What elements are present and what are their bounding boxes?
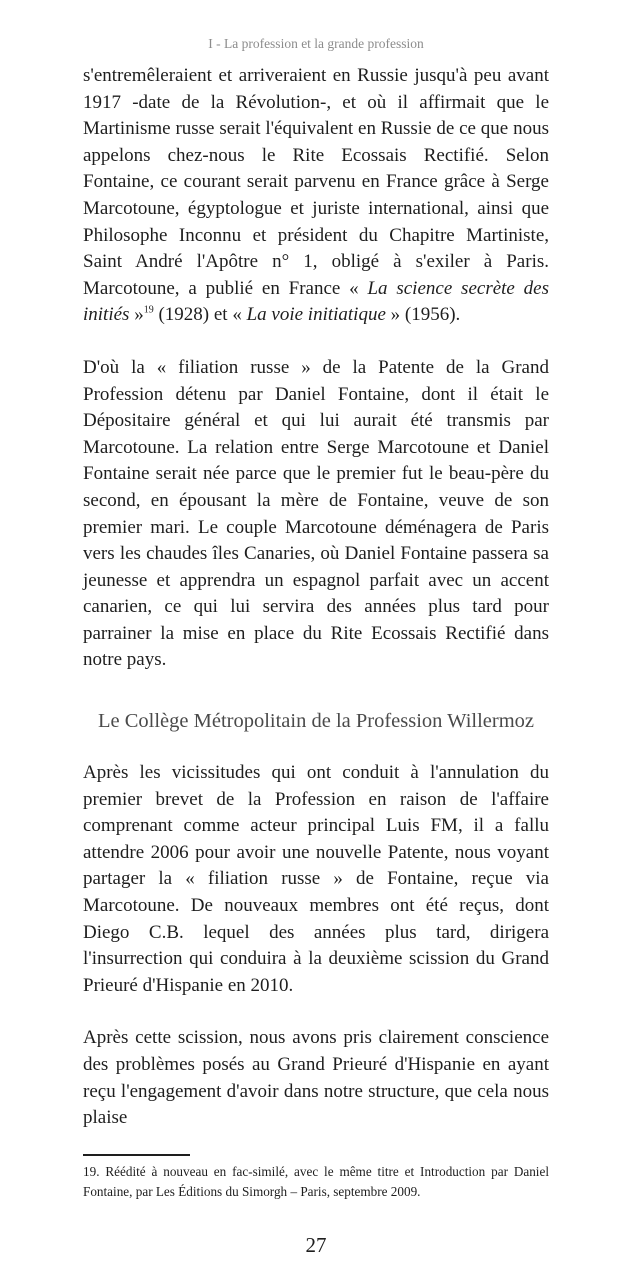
- paragraph-text: »: [129, 304, 144, 326]
- paragraph-text: » (1956).: [385, 304, 461, 326]
- paragraph-text: s'entremêleraient et arriveraient en Russie jusqu'à peu avant 1917 -date de la Révolution-, et où il affirmait que le Martinisme russe serait l'équivalent en Russie de ce que nous appelons chez-nous le Rite Ecossais Rectifié. Selon Fontaine, ce courant serait parvenu en France grâce à Serge Marcotoune, égyptologue et juriste international, ainsi que Philosophe Inconnu et président du Chapitre Martiniste, Saint André l'Apôtre n° 1, obligé à s'exiler à Paris. Marcotoune, a publié en France «: [83, 65, 549, 299]
- paragraph-text: Après les vicissitudes qui ont conduit à l'annulation du premier brevet de la Profession en raison de l'affaire comprenant comme acteur principal Luis FM, il a fallu attendre 2006 pour avoir une nouvelle Patente, nous voyant partager la « filiation russe » de Fontaine, reçue via Marcotoune. De nouveaux membres ont été reçus, dont Diego C.B. lequel des années plus tard, dirigera l'insurrection qui conduira à la deuxième scission du Grand Prieuré d'Hispanie en 2010.: [83, 762, 549, 996]
- paragraph-text: D'où la « filiation russe » de la Patente de la Grand Profession détenu par Daniel Fontaine, dont il était le Dépositaire général et qui lui aurait été transmis par Marcotoune. La relation entre Serge Marcotoune et Daniel Fontaine serait née parce que le premier fut le beau-père du second, en épousant la mère de Fontaine, veuve de son premier mari. Le couple Marcotoune déménagera de Paris vers les chaudes îles Canaries, où Daniel Fontaine passera sa jeunesse et apprendra un espagnol parfait avec un accent canarien, ce qui lui servira des années plus tard pour parrainer la mise en place du Rite Ecossais Rectifié dans notre pays.: [83, 356, 549, 671]
- paragraph-text: (1928) et «: [153, 304, 247, 326]
- footnote-divider: [83, 1154, 190, 1156]
- footnote: 19. Réédité à nouveau en fac-similé, avec le même titre et Introduction par Daniel Fontaine, par Les Éditions du Simorgh – Paris, septembre 2009.: [83, 1163, 549, 1199]
- body-paragraph-4: [83, 1025, 549, 1131]
- running-header: I - La profession et la grande profession: [208, 36, 424, 51]
- section-heading: Le Collège Métropolitain de la Profession Willermoz: [97, 710, 535, 733]
- body-paragraph-3: [83, 760, 549, 999]
- book-title-italic: La voie initiatique: [246, 304, 386, 326]
- book-title-italic: La science secrète des initiés: [83, 277, 549, 326]
- book-page: [83, 0, 549, 1288]
- footnote-reference[interactable]: 19: [143, 305, 154, 317]
- paragraph-text: Après cette scission, nous avons pris clairement conscience des problèmes posés au Grand Prieuré d'Hispanie en ayant reçu l'engagement d'avoir dans notre structure, que cela nous plaise: [83, 1027, 549, 1129]
- body-paragraph-2: [83, 355, 549, 674]
- page-number: 27: [305, 1232, 327, 1257]
- body-paragraph-1: [83, 63, 549, 329]
